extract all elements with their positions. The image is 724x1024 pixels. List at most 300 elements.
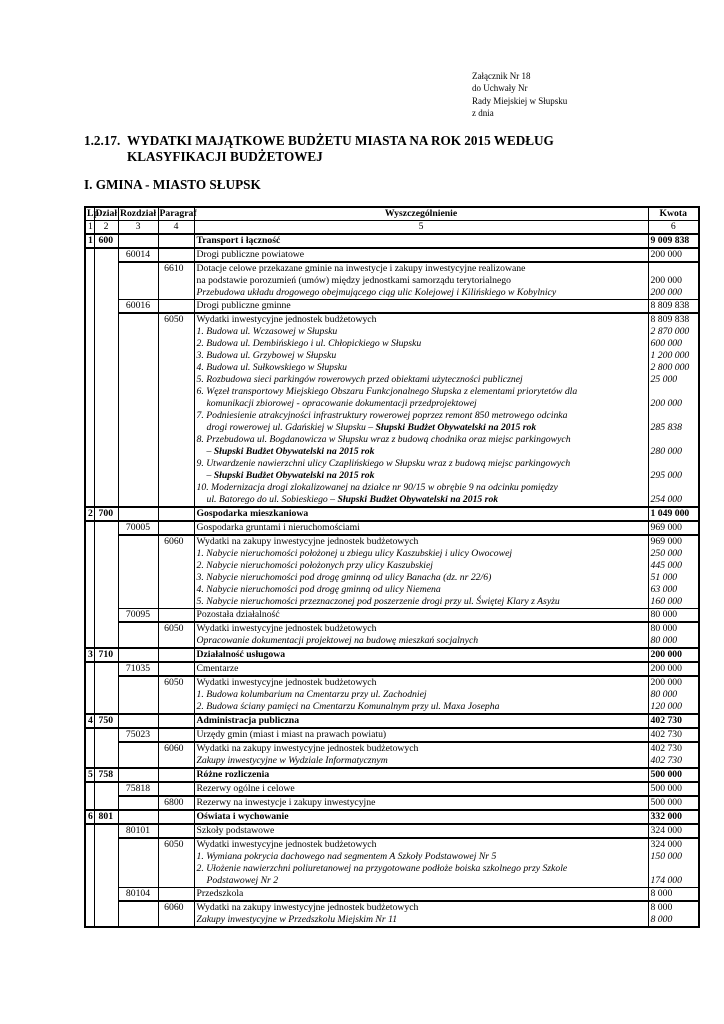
item-row <box>85 914 699 927</box>
item-row <box>85 701 699 714</box>
description-text: Wydatki inwestycyjne jednostek budżetowych <box>196 677 377 688</box>
description-text: 5. Nabycie nieruchomości przeznaczonej pod poszerzenie drogi przy ul. Świętej Klary z Asyżu <box>196 596 560 607</box>
rozdzial-cell: 80101 <box>118 824 158 838</box>
description-text: Wydatki inwestycyjne jednostek budżetowych <box>196 623 377 634</box>
amount-cell: 500 000 <box>648 796 699 810</box>
description-cell <box>194 350 648 362</box>
description-cell <box>194 901 648 914</box>
description-line <box>197 914 646 926</box>
paragraf-cell <box>158 689 194 701</box>
rozdzial-cell <box>118 851 158 863</box>
paragraf-cell <box>158 458 194 482</box>
amount-cell: 120 000 <box>648 701 699 714</box>
rozdzial-cell <box>118 689 158 701</box>
description-cell <box>194 810 648 824</box>
rozdzial-cell <box>118 362 158 374</box>
description-line <box>197 350 646 362</box>
lp-cell <box>85 888 94 902</box>
chapter-row <box>85 521 699 535</box>
paragraf-cell <box>158 888 194 902</box>
lp-cell <box>85 635 94 648</box>
description-text: Podstawowej Nr 2 <box>206 875 279 886</box>
rozdzial-cell <box>118 287 158 300</box>
lp-cell <box>85 350 94 362</box>
column-number: 3 <box>118 221 158 235</box>
description-line <box>197 494 646 506</box>
dzial-cell <box>94 635 118 648</box>
lp-cell <box>85 662 94 676</box>
title-line-1: WYDATKI MAJĄTKOWE BUDŻETU MIASTA NA ROK 2015 WEDŁUG <box>127 133 554 148</box>
rozdzial-cell <box>118 768 158 782</box>
description-text: 6. Węzeł transportowy Miejskiego Obszaru Funkcjonalnego Słupska z elementami priorytetów dla <box>196 386 578 397</box>
description-line <box>197 743 646 755</box>
paragraf-cell <box>158 287 194 300</box>
item-row <box>85 584 699 596</box>
description-cell <box>194 596 648 609</box>
rozdzial-cell <box>118 458 158 482</box>
paragraf-cell <box>158 521 194 535</box>
header-amount: Kwota <box>648 207 699 221</box>
header-rozdzial: Rozdział <box>119 208 157 219</box>
section-row <box>85 714 699 728</box>
description-cell <box>194 548 648 560</box>
lp-cell <box>85 689 94 701</box>
rozdzial-cell <box>118 622 158 635</box>
rozdzial-cell <box>118 914 158 927</box>
lp-cell <box>85 914 94 927</box>
annex-line: z dnia <box>472 108 494 119</box>
lp-cell <box>85 548 94 560</box>
rozdzial-cell <box>118 313 158 326</box>
chapter-row <box>85 824 699 838</box>
paragraf-cell: 6060 <box>158 901 194 914</box>
rozdzial-cell <box>118 572 158 584</box>
paragraf-cell <box>158 338 194 350</box>
description-line <box>197 362 646 374</box>
lp-cell <box>85 458 94 482</box>
description-text: – <box>206 470 214 481</box>
description-text: Przedszkola <box>196 888 244 899</box>
description-text: 7. Podniesienie atrakcyjności infrastruktury rowerowej poprzez remont 850 metrowego odcinka <box>196 410 568 421</box>
description-cell <box>194 262 648 287</box>
description-line <box>197 729 646 741</box>
description-cell <box>194 824 648 838</box>
amount-cell: 9 009 838 <box>648 234 699 248</box>
description-text: Wydatki inwestycyjne jednostek budżetowych <box>196 314 377 325</box>
rozdzial-cell: 70005 <box>118 521 158 535</box>
document-title <box>84 133 554 165</box>
paragraf-cell: 6050 <box>158 838 194 851</box>
description-text: 1. Budowa ul. Wczasowej w Słupsku <box>196 326 338 337</box>
amount-cell: 969 000 <box>648 535 699 548</box>
description-text: 1. Wymiana pokrycia dachowego nad segmentem A Szkoły Podstawowej Nr 5 <box>196 851 497 862</box>
description-cell <box>194 560 648 572</box>
description-cell <box>194 863 648 888</box>
rozdzial-cell <box>118 676 158 689</box>
amount-cell: 324 000 <box>648 824 699 838</box>
paragraph-row <box>85 622 699 635</box>
annex-line: Załącznik Nr 18 <box>472 71 531 81</box>
amount-cell: 8 000 <box>648 901 699 914</box>
lp-cell: 4 <box>85 714 94 728</box>
description-line <box>197 888 646 900</box>
dzial-cell: 700 <box>94 507 118 521</box>
paragraf-cell: 6610 <box>158 262 194 287</box>
description-text: komunikacji zbiorowej - opracowanie dokumentacji przedprojektowej <box>206 398 477 409</box>
lp-cell <box>85 851 94 863</box>
description-cell <box>194 248 648 262</box>
description-line <box>197 536 646 548</box>
paragraph-row <box>85 796 699 810</box>
description-text: Działalność usługowa <box>196 649 286 660</box>
rozdzial-cell <box>118 338 158 350</box>
amount-cell: 80 000 <box>648 609 699 623</box>
description-line <box>197 398 646 410</box>
paragraf-cell <box>158 755 194 768</box>
description-line <box>197 623 646 635</box>
description-text: Opracowanie dokumentacji projektowej na budowę mieszkań socjalnych <box>196 635 479 646</box>
paragraph-row <box>85 313 699 326</box>
item-row <box>85 572 699 584</box>
description-cell <box>194 851 648 863</box>
dzial-cell <box>94 300 118 314</box>
description-text: 3. Nabycie nieruchomości pod drogę gminną od ulicy Banacha (dz. nr 22/6) <box>196 572 492 583</box>
description-cell <box>194 782 648 796</box>
description-text: 8. Przebudowa ul. Bogdanowicza w Słupsku wraz z budową chodnika oraz miejsc parkingowych <box>196 434 571 445</box>
dzial-cell <box>94 742 118 755</box>
dzial-cell <box>94 434 118 458</box>
lp-cell <box>85 863 94 888</box>
description-text: na podstawie porozumień (umów) między jednostkami samorządu terytorialnego <box>196 275 511 286</box>
lp-cell <box>85 386 94 410</box>
lp-cell <box>85 300 94 314</box>
description-line <box>197 300 646 312</box>
description-line <box>197 446 646 458</box>
rozdzial-cell <box>118 635 158 648</box>
lp-cell <box>85 262 94 287</box>
header-paragraf: Paragraf <box>159 208 197 219</box>
rozdzial-cell <box>118 548 158 560</box>
amount-cell: 285 838 <box>648 410 699 434</box>
amount-cell: 250 000 <box>648 548 699 560</box>
description-cell <box>194 622 648 635</box>
paragraf-cell: 6060 <box>158 742 194 755</box>
description-cell <box>194 535 648 548</box>
paragraf-cell <box>158 782 194 796</box>
description-line <box>197 508 646 520</box>
description-cell <box>194 287 648 300</box>
paragraf-cell <box>158 584 194 596</box>
lp-cell <box>85 676 94 689</box>
budget-table <box>84 206 700 928</box>
amount-cell: 63 000 <box>648 584 699 596</box>
amount-cell: 200 000 <box>648 248 699 262</box>
amount-cell: 25 000 <box>648 374 699 386</box>
amount-cell: 402 730 <box>648 728 699 742</box>
rozdzial-cell <box>118 482 158 507</box>
dzial-cell <box>94 248 118 262</box>
description-line <box>197 689 646 701</box>
lp-cell <box>85 782 94 796</box>
description-text: Zakupy inwestycyjne w Przedszkolu Miejskim Nr 11 <box>196 914 398 925</box>
lp-cell <box>85 362 94 374</box>
item-row <box>85 287 699 300</box>
amount-cell: 200 000 <box>648 662 699 676</box>
dzial-cell <box>94 535 118 548</box>
description-line <box>197 572 646 584</box>
lp-cell <box>85 521 94 535</box>
rozdzial-cell <box>118 648 158 662</box>
rozdzial-cell <box>118 796 158 810</box>
amount-cell: 80 000 <box>648 689 699 701</box>
amount-cell: 200 000 <box>648 262 699 287</box>
rozdzial-cell: 60014 <box>118 248 158 262</box>
amount-cell: 80 000 <box>648 635 699 648</box>
paragraf-cell <box>158 326 194 338</box>
annex-line: do Uchwały Nr <box>472 83 528 94</box>
amount-cell: 8 809 838 <box>648 313 699 326</box>
amount-cell: 200 000 <box>648 648 699 662</box>
paragraph-row <box>85 838 699 851</box>
amount-cell: 969 000 <box>648 521 699 535</box>
section-row <box>85 234 699 248</box>
amount-cell: 500 000 <box>648 768 699 782</box>
description-line <box>197 663 646 675</box>
description-text: Wydatki na zakupy inwestycyjne jednostek budżetowych <box>196 536 419 547</box>
lp-cell <box>85 482 94 507</box>
rozdzial-cell <box>118 386 158 410</box>
rozdzial-cell <box>118 596 158 609</box>
description-text: 10. Modernizacja drogi zlokalizowanej na działce nr 90/15 w obrębie 9 na odcinku pomiędzy <box>196 482 558 493</box>
description-text: Wydatki na zakupy inwestycyjne jednostek budżetowych <box>196 743 419 754</box>
lp-cell <box>85 434 94 458</box>
description-line <box>197 596 646 608</box>
description-cell <box>194 689 648 701</box>
description-cell <box>194 768 648 782</box>
lp-cell: 6 <box>85 810 94 824</box>
description-cell <box>194 648 648 662</box>
rozdzial-cell <box>118 535 158 548</box>
column-number-row <box>85 221 699 235</box>
description-line <box>197 482 646 494</box>
dzial-cell <box>94 584 118 596</box>
paragraf-cell <box>158 507 194 521</box>
description-line <box>197 458 646 470</box>
description-line <box>197 422 646 434</box>
description-cell <box>194 662 648 676</box>
lp-cell <box>85 584 94 596</box>
paragraf-cell <box>158 851 194 863</box>
dzial-cell <box>94 596 118 609</box>
rozdzial-cell <box>118 434 158 458</box>
header-row <box>85 207 699 221</box>
dzial-cell <box>94 521 118 535</box>
amount-cell: 324 000 <box>648 838 699 851</box>
lp-cell <box>85 901 94 914</box>
dzial-cell <box>94 548 118 560</box>
header-lp: Lp <box>87 208 99 219</box>
description-line <box>197 386 646 398</box>
paragraf-cell <box>158 609 194 623</box>
dzial-cell <box>94 901 118 914</box>
lp-cell <box>85 410 94 434</box>
amount-cell: 1 049 000 <box>648 507 699 521</box>
column-number: 4 <box>158 221 194 235</box>
rozdzial-cell <box>118 701 158 714</box>
description-text: Drogi publiczne gminne <box>196 300 291 311</box>
description-cell <box>194 313 648 326</box>
dzial-cell <box>94 386 118 410</box>
amount-cell: 295 000 <box>648 458 699 482</box>
lp-cell: 2 <box>85 507 94 521</box>
description-text: Szkoły podstawowe <box>196 825 275 836</box>
description-cell <box>194 728 648 742</box>
description-cell <box>194 326 648 338</box>
dzial-cell <box>94 338 118 350</box>
lp-cell <box>85 796 94 810</box>
title-number: 1.2.17. <box>84 133 121 148</box>
dzial-cell <box>94 888 118 902</box>
item-row <box>85 596 699 609</box>
chapter-row <box>85 662 699 676</box>
description-line <box>197 235 646 247</box>
item-row <box>85 863 699 888</box>
amount-cell: 402 730 <box>648 714 699 728</box>
lp-cell: 1 <box>85 234 94 248</box>
amount-cell: 160 000 <box>648 596 699 609</box>
description-text: Przebudowa układu drogowego obejmującego ciąg ulic Kolejowej i Kilińskiego w Kobylnicy <box>196 287 557 298</box>
lp-cell <box>85 742 94 755</box>
description-text: Cmentarze <box>196 663 239 674</box>
description-cell <box>194 362 648 374</box>
paragraf-cell <box>158 560 194 572</box>
rozdzial-cell <box>118 234 158 248</box>
paragraph-row <box>85 742 699 755</box>
dzial-cell <box>94 728 118 742</box>
amount-cell: 254 000 <box>648 482 699 507</box>
lp-cell <box>85 313 94 326</box>
description-text: Wydatki inwestycyjne jednostek budżetowych <box>196 839 377 850</box>
amount-cell: 8 000 <box>648 888 699 902</box>
description-line <box>197 797 646 809</box>
rozdzial-cell <box>118 410 158 434</box>
description-text: Pozostała działalność <box>196 609 280 620</box>
lp-cell <box>85 572 94 584</box>
description-line <box>197 560 646 572</box>
rozdzial-cell: 75023 <box>118 728 158 742</box>
dzial-cell <box>94 326 118 338</box>
section-heading: I. GMINA - MIASTO SŁUPSK <box>84 177 261 192</box>
amount-cell: 280 000 <box>648 434 699 458</box>
paragraph-row <box>85 535 699 548</box>
description-cell <box>194 572 648 584</box>
description-line <box>197 410 646 422</box>
description-text: Transport i łączność <box>196 235 281 246</box>
item-row <box>85 560 699 572</box>
description-text: Zakupy inwestycyjne w Wydziale Informatycznym <box>196 755 388 766</box>
item-row <box>85 635 699 648</box>
lp-cell <box>85 326 94 338</box>
section-row <box>85 648 699 662</box>
chapter-row <box>85 609 699 623</box>
description-text: 2. Budowa ul. Dembińskiego i ul. Chłopickiego w Słupsku <box>196 338 422 349</box>
paragraf-cell: 6050 <box>158 676 194 689</box>
description-line <box>197 434 646 446</box>
lp-cell <box>85 374 94 386</box>
dzial-cell <box>94 755 118 768</box>
paragraf-cell <box>158 701 194 714</box>
amount-cell: 2 870 000 <box>648 326 699 338</box>
paragraf-cell <box>158 863 194 888</box>
column-number: 5 <box>194 221 648 235</box>
paragraf-cell <box>158 596 194 609</box>
description-cell <box>194 458 648 482</box>
description-cell <box>194 676 648 689</box>
description-cell <box>194 434 648 458</box>
paragraph-row <box>85 901 699 914</box>
description-cell <box>194 386 648 410</box>
dzial-cell: 801 <box>94 810 118 824</box>
description-line <box>197 314 646 326</box>
item-row <box>85 548 699 560</box>
dzial-cell <box>94 863 118 888</box>
lp-cell <box>85 560 94 572</box>
item-row <box>85 386 699 410</box>
lp-cell: 5 <box>85 768 94 782</box>
rozdzial-cell <box>118 326 158 338</box>
amount-cell: 500 000 <box>648 782 699 796</box>
dzial-cell <box>94 458 118 482</box>
civic-budget-label: Słupski Budżet Obywatelski na 2015 rok <box>213 446 375 457</box>
description-line <box>197 769 646 781</box>
description-line <box>197 839 646 851</box>
description-text: 1. Budowa kolumbarium na Cmentarzu przy ul. Zachodniej <box>196 689 427 700</box>
rozdzial-cell <box>118 714 158 728</box>
description-cell <box>194 838 648 851</box>
paragraf-cell <box>158 824 194 838</box>
description-text: Oświata i wychowanie <box>196 811 289 822</box>
header-description: Wyszczególnienie <box>194 207 648 221</box>
lp-cell <box>85 824 94 838</box>
paragraph-row <box>85 676 699 689</box>
dzial-cell: 710 <box>94 648 118 662</box>
dzial-cell <box>94 851 118 863</box>
description-line <box>197 374 646 386</box>
paragraf-cell <box>158 300 194 314</box>
item-row <box>85 410 699 434</box>
paragraf-cell <box>158 548 194 560</box>
description-line <box>197 275 646 287</box>
dzial-cell <box>94 796 118 810</box>
rozdzial-cell: 60016 <box>118 300 158 314</box>
amount-cell: 1 200 000 <box>648 350 699 362</box>
description-cell <box>194 584 648 596</box>
description-cell <box>194 374 648 386</box>
description-line <box>197 263 646 275</box>
paragraf-cell <box>158 768 194 782</box>
chapter-row <box>85 888 699 902</box>
description-line <box>197 287 646 299</box>
paragraph-row <box>85 262 699 287</box>
paragraf-cell <box>158 914 194 927</box>
description-text: 2. Ułożenie nawierzchni poliuretanowej na przygotowane podłoże boiska szkolnego przy Szkole <box>196 863 568 874</box>
description-cell <box>194 635 648 648</box>
item-row <box>85 434 699 458</box>
item-row <box>85 851 699 863</box>
rozdzial-cell <box>118 262 158 287</box>
amount-cell: 402 730 <box>648 755 699 768</box>
lp-cell: 3 <box>85 648 94 662</box>
